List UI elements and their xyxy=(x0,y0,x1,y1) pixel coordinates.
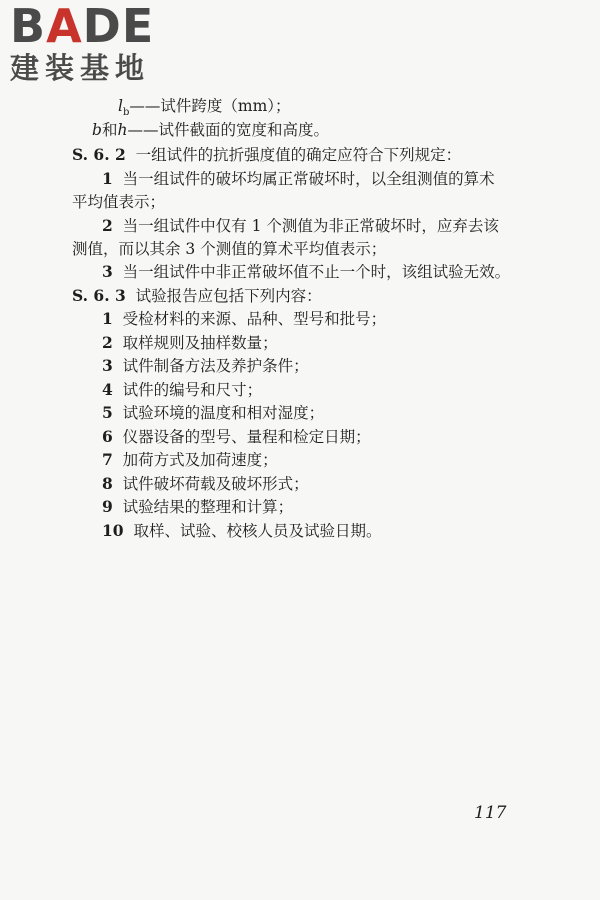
list-item: 2 当一组试件中仅有 1 个测值为非正常破坏时，应弃去该 xyxy=(102,216,499,235)
definition-section: b和h——试件截面的宽度和高度。 xyxy=(92,121,329,139)
list-item: 5 试验环境的温度和相对湿度； xyxy=(102,403,325,422)
list-item: 6 仪器设备的型号、量程和检定日期； xyxy=(102,427,371,446)
bade-logo xyxy=(10,2,175,86)
list-item: 3 当一组试件中非正常破坏值不止一个时，该组试验无效。 xyxy=(102,262,511,281)
clause-number: S. 6. 2 xyxy=(72,145,126,164)
clause-number: S. 6. 3 xyxy=(72,286,126,305)
list-item: 1 受检材料的来源、品种、型号和批号； xyxy=(102,309,387,328)
list-item-continuation: 平均值表示； xyxy=(72,193,166,211)
list-item: 3 试件制备方法及养护条件； xyxy=(102,356,309,375)
clause-heading-s63: S. 6. 3 试验报告应包括下列内容： xyxy=(72,286,322,305)
list-item: 2 取样规则及抽样数量； xyxy=(102,333,278,352)
list-item: 7 加荷方式及加荷速度； xyxy=(102,450,278,469)
list-item: 1 当一组试件的破坏均属正常破坏时，以全组测值的算术 xyxy=(102,169,495,188)
definition-span: $l_b——$试件跨度（mm）； xyxy=(118,97,291,119)
clause-heading-s62: S. 6. 2 一组试件的抗折强度值的确定应符合下列规定： xyxy=(72,145,462,164)
list-item: 9 试验结果的整理和计算； xyxy=(102,497,294,516)
page-number: 117 xyxy=(474,803,507,823)
list-item-continuation: 测值，而以其余 3 个测值的算术平均值表示； xyxy=(72,240,387,258)
list-item: 10 取样、试验、校核人员及试验日期。 xyxy=(102,521,382,540)
list-item: 4 试件的编号和尺寸； xyxy=(102,380,263,399)
logo-wordmark: BADE xyxy=(10,0,155,53)
list-item: 8 试件破坏荷载及破坏形式； xyxy=(102,474,309,493)
logo-subtitle: 建装基地 xyxy=(10,51,151,85)
